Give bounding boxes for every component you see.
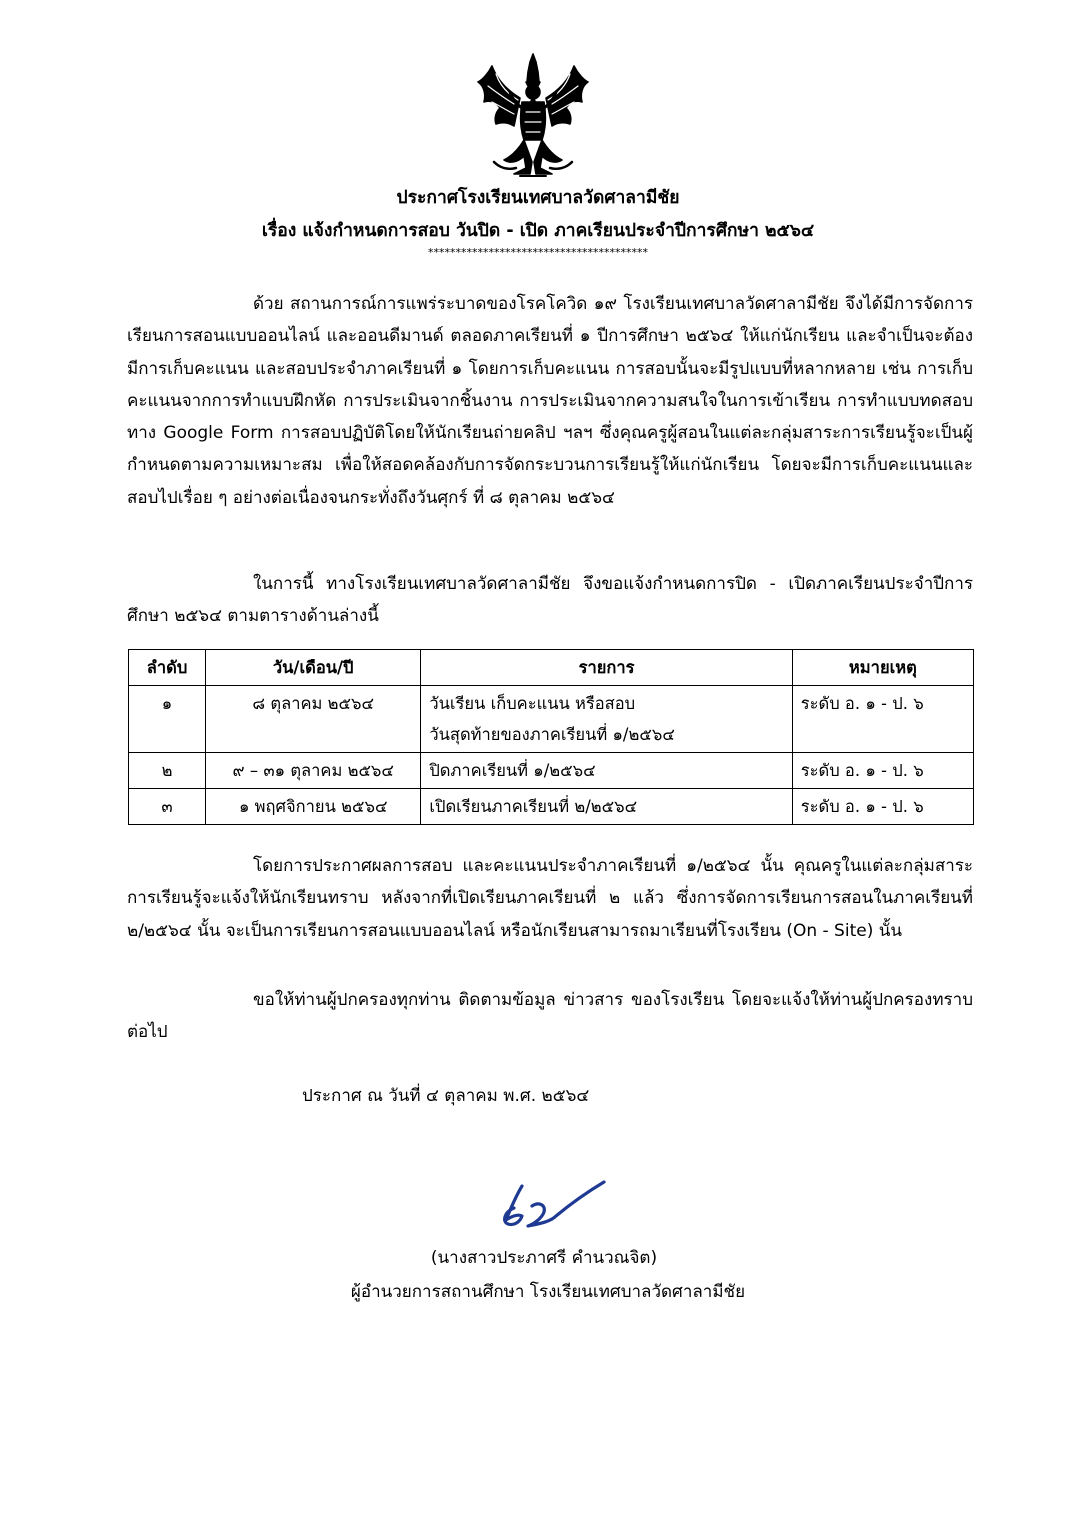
title-divider: **************************************** (428, 246, 648, 259)
row-item (421, 686, 792, 753)
signer-title: ผู้อำนวยการสถานศึกษา โรงเรียนเทศบาลวัดศาลามีชัย (350, 1282, 746, 1302)
paragraph-results: โดยการประกาศผลการสอบ และคะแนนประจำภาคเรียนที่ ๑/๒๕๖๔ นั้น คุณครูในแต่ละกลุ่มสาระการเรียนรู้จะแจ้งให้นักเรียนทราบ หลังจากที่เปิดเรียนภาคเรียนที่ ๒ แล้ว ซึ่งการจัดการเรียนการสอนในภาคเรียนที่ ๒/๒๕๖๔ นั้น จะเป็นการเรียนการสอนแบบออนไลน์ หรือนักเรียนสามารถมาเรียนที่โรงเรียน (On - Site) นั้น (127, 856, 973, 941)
document-subject: เรื่อง แจ้งกำหนดการสอบ วันปิด - เปิด ภาคเรียนประจำปีการศึกษา ๒๕๖๔ (261, 221, 815, 241)
row-note: ระดับ อ. ๑ - ป. ๖ (792, 753, 973, 789)
header-order: ลำดับ (129, 650, 206, 686)
table-header-row (129, 650, 974, 686)
row-date: ๑ พฤศจิกายน ๒๕๖๔ (206, 789, 421, 825)
table-row (129, 686, 974, 753)
header-date: วัน/เดือน/ปี (206, 650, 421, 686)
row-date: ๙ – ๓๑ ตุลาคม ๒๕๖๔ (206, 753, 421, 789)
paragraph-intro: ด้วย สถานการณ์การแพร่ระบาดของโรคโควิด ๑๙ โรงเรียนเทศบาลวัดศาลามีชัย จึงได้มีการจัดการเรียนการสอนแบบออนไลน์ และออนดีมานด์ ตลอดภาคเรียนที่ ๑ ปีการศึกษา ๒๕๖๔ ให้แก่นักเรียน และจำเป็นจะต้องมีการเก็บคะแนน และสอบประจำภาคเรียนที่ ๑ โดยการเก็บคะแนน การสอบนั้นจะมีรูปแบบที่หลากหลาย เช่น การเก็บคะแนนจากการทำแบบฝึกหัด การประเมินจากชิ้นงาน การประเมินจากความสนใจในการเข้าเรียน การทำแบบทดสอบทาง Google Form การสอบปฏิบัติโดยให้นักเรียนถ่ายคลิป ฯลฯ ซึ่งคุณครูผู้สอนในแต่ละกลุ่มสาระการเรียนรู้จะเป็นผู้กำหนดตามความเหมาะสม เพื่อให้สอดคล้องกับการจัดกระบวนการเรียนรู้ให้แก่นักเรียน โดยจะมีการเก็บคะแนนและสอบไปเรื่อย ๆ อย่างต่อเนื่องจนกระทั่งถึงวันศุกร์ ที่ ๘ ตุลาคม ๒๕๖๔ (127, 294, 973, 508)
row-item-line: วันสุดท้ายของภาคเรียนที่ ๑/๒๕๖๔ (429, 725, 675, 744)
row-note: ระดับ อ. ๑ - ป. ๖ (792, 789, 973, 825)
row-note: ระดับ อ. ๑ - ป. ๖ (792, 686, 973, 753)
announcement-date: ประกาศ ณ วันที่ ๔ ตุลาคม พ.ศ. ๒๕๖๔ (302, 1086, 590, 1106)
row-order: ๒ (129, 753, 206, 789)
row-item: ปิดภาคเรียนที่ ๑/๒๕๖๔ (421, 753, 792, 789)
row-order: ๑ (129, 686, 206, 753)
header-note: หมายเหตุ (792, 650, 973, 686)
paragraph-parents: ขอให้ท่านผู้ปกครองทุกท่าน ติดตามข้อมูล ข่าวสาร ของโรงเรียน โดยจะแจ้งให้ท่านผู้ปกครองทราบต่อไป (127, 990, 973, 1043)
row-date: ๘ ตุลาคม ๒๕๖๔ (206, 686, 421, 753)
garuda-emblem-icon (474, 52, 592, 180)
row-item: เปิดเรียนภาคเรียนที่ ๒/๒๕๖๔ (421, 789, 792, 825)
signer-name: (นางสาวประภาศรี คำนวณจิต) (430, 1248, 658, 1268)
row-item-line: วันเรียน เก็บคะแนน หรือสอบ (429, 694, 636, 713)
paragraph-schedule-notice: ในการนี้ ทางโรงเรียนเทศบาลวัดศาลามีชัย จึงขอแจ้งกำหนดการปิด - เปิดภาคเรียนประจำปีการศึกษา ๒๕๖๔ ตามตารางด้านล่างนี้ (127, 574, 973, 627)
signature-icon (492, 1176, 612, 1236)
table-row (129, 789, 974, 825)
document-title: ประกาศโรงเรียนเทศบาลวัดศาลามีชัย (396, 188, 680, 208)
header-item: รายการ (421, 650, 792, 686)
row-order: ๓ (129, 789, 206, 825)
table-row (129, 753, 974, 789)
schedule-table (128, 649, 974, 825)
